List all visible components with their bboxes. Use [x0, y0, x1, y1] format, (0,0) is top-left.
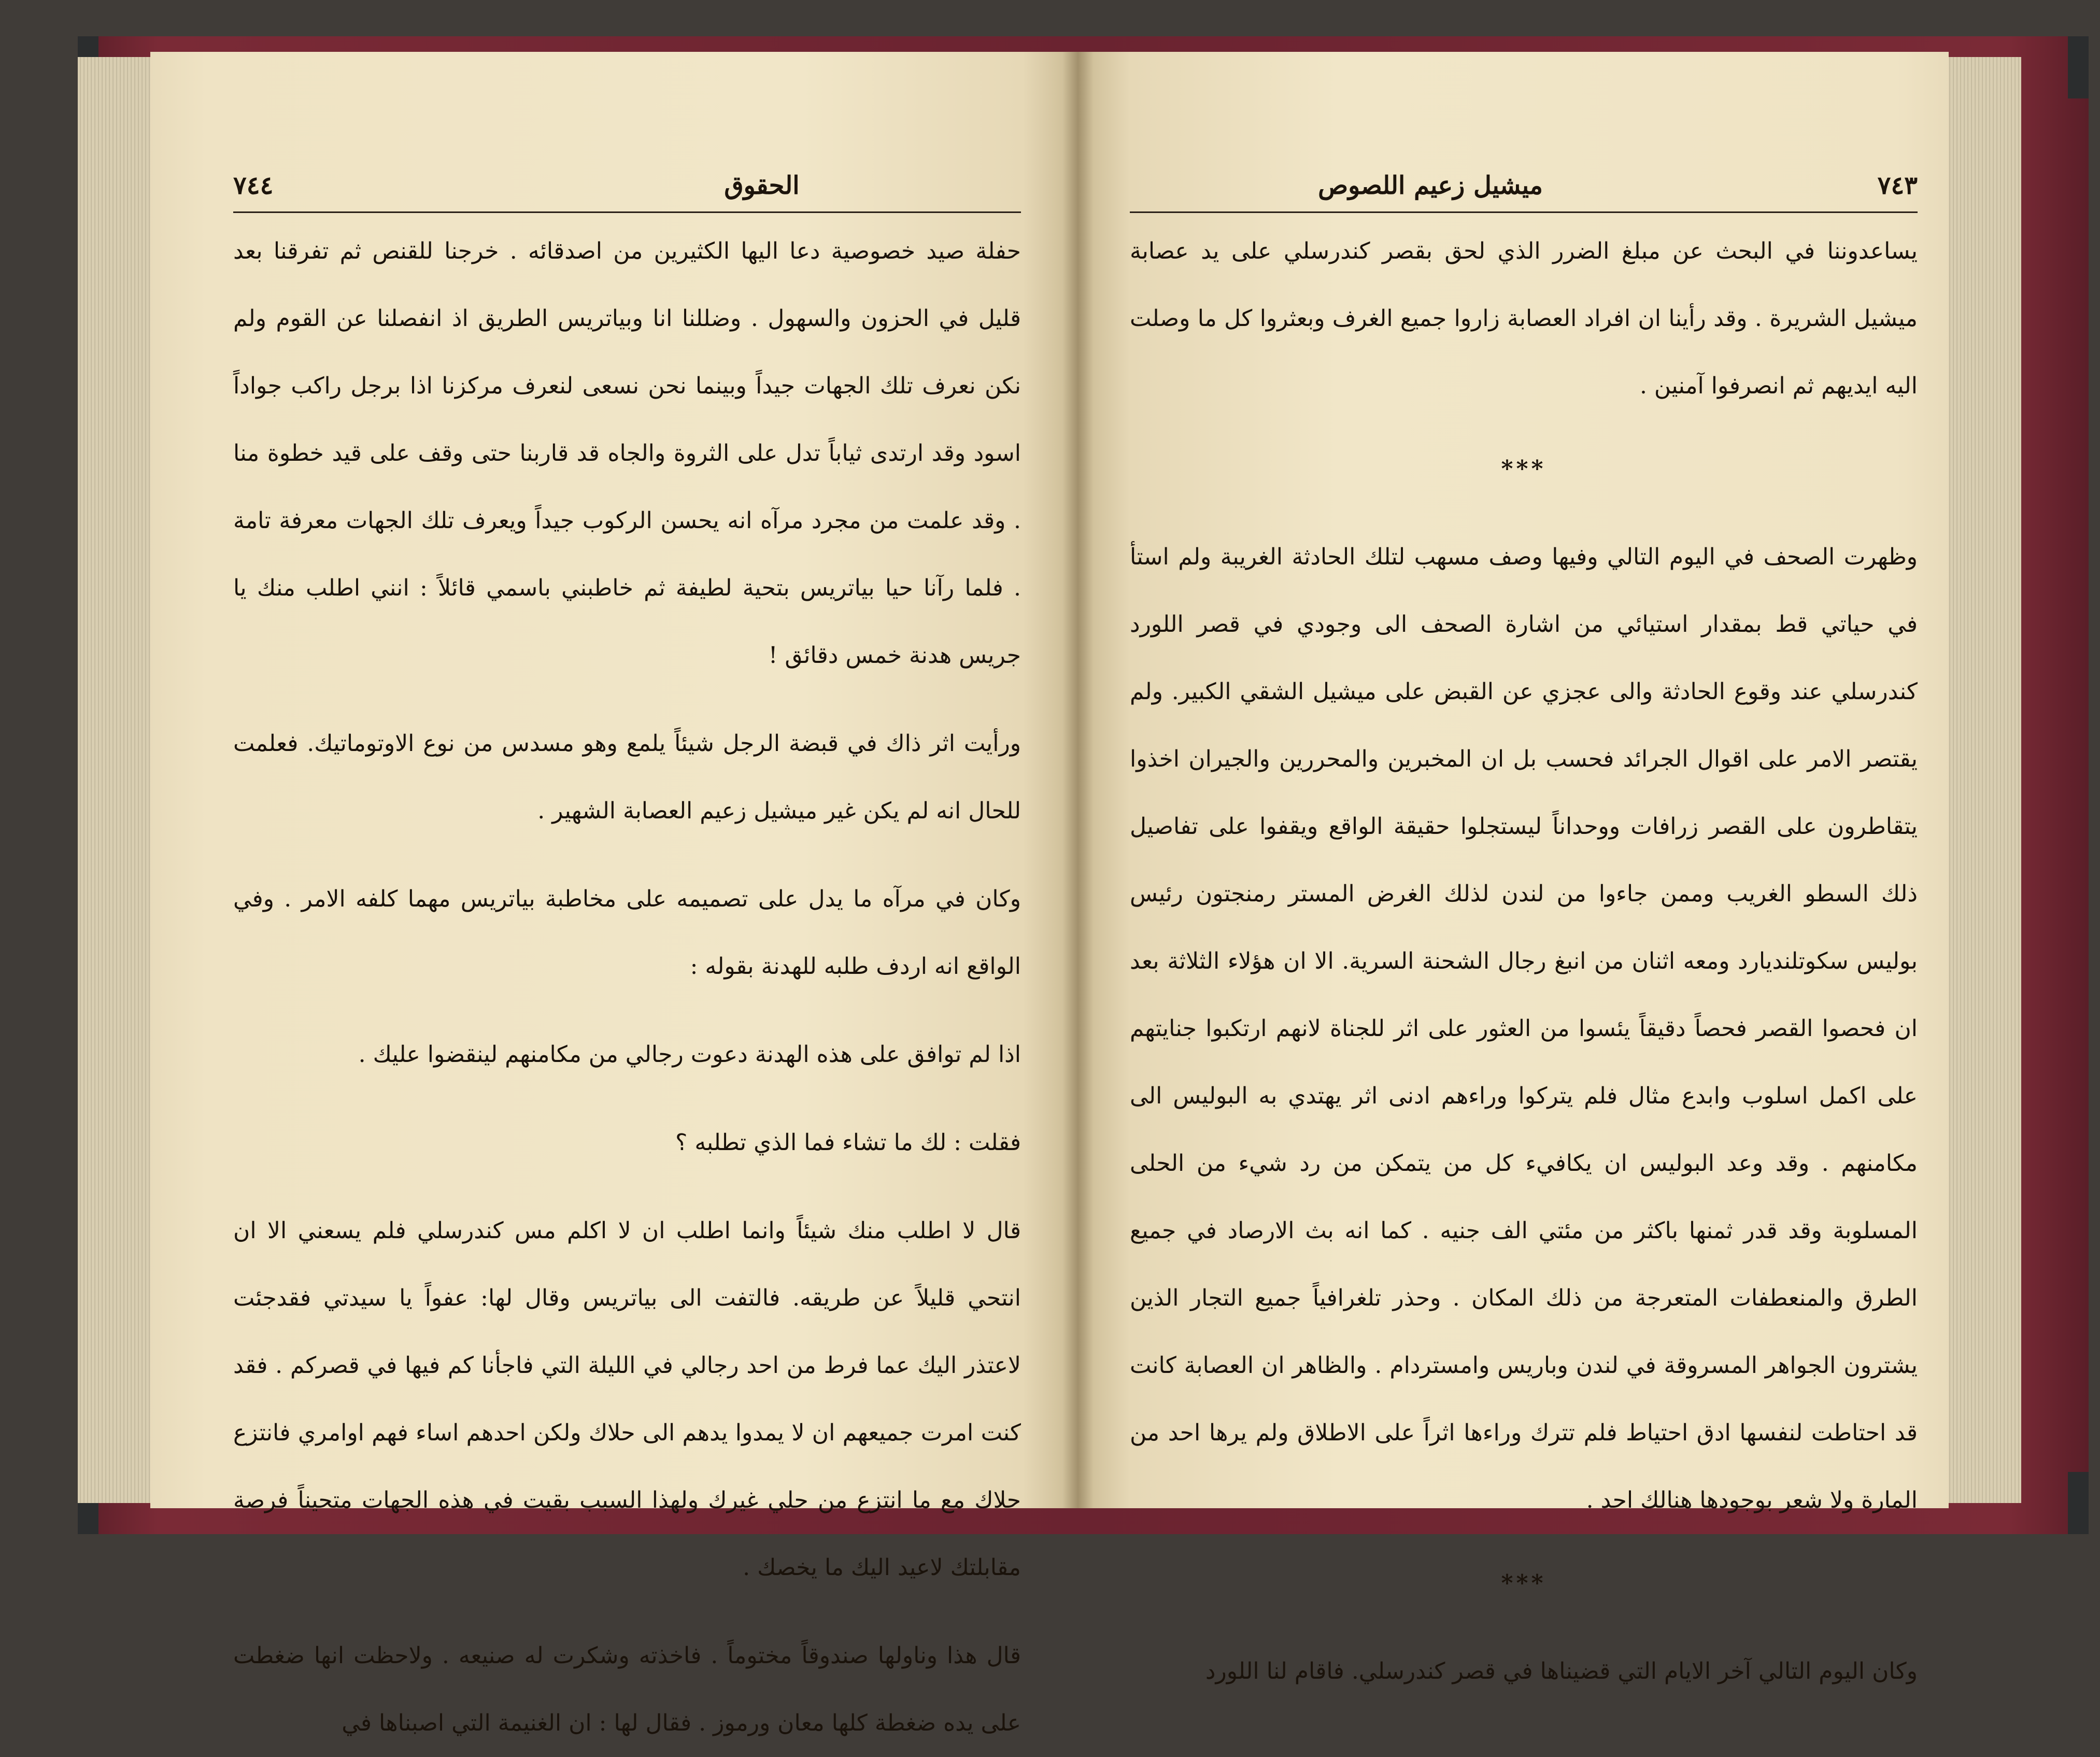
- left-page-edges: [78, 57, 155, 1503]
- paragraph: فقلت : لك ما تشاء فما الذي تطلبه ؟: [675, 1129, 1021, 1156]
- right-page-edges: [1943, 57, 2021, 1503]
- section-separator: ***: [1501, 1570, 1546, 1596]
- right-page-header: [1130, 150, 1918, 207]
- corner-clasp: [2068, 1472, 2089, 1534]
- right-page-body: [1130, 218, 1918, 1705]
- paragraph: وظهرت الصحف في اليوم التالي وفيها وصف مسهب لتلك الحادثة الغريبة ولم استأ في حياتي قط بمقدار استيائي من اشارة الصحف الى وجودي في قصر اللورد كندرسلي عند وقوع الحادثة والى عجزي عن القبض على ميشيل الشقي الكبير. ولم يقتصر الامر على اقوال الجرائد فحسب بل ان المخبرين والمحررين والجيران اخذوا يتقاطرون على القصر زرافات ووحداناً ليستجلوا حقيقة الواقع ويقفوا على تفاصيل ذلك السطو الغريب وممن جاءوا من لندن لذلك الغرض المستر رمنجتون رئيس بوليس سكوتلنديارد ومعه اثنان من انبغ رجال الشحنة السرية. الا ان هؤلاء الثلاثة بعد ان فحصوا القصر فحصاً دقيقاً يئسوا من العثور على اثر للجناة لانهم ارتكبوا جنايتهم على اكمل اسلوب وابدع مثال فلم يتركوا وراءهم ادنى اثر يهتدي به البوليس الى مكامنهم . وقد وعد البوليس ان يكافيء كل من يتمكن من رد شيء من الحلى المسلوبة وقد قدر ثمنها باكثر من مئتي الف جنيه . كما انه بث الارصاد في جميع الطرق والمنعطفات المتعرجة من ذلك المكان . وحذر تلغرافياً جميع التجار الذين يشترون الجواهر المسروقة في لندن وباريس وامستردام . والظاهر ان العصابة كانت قد احتاطت لنفسها ادق احتياط فلم تترك وراءها اثراً على الاطلاق ولم يرها احد من المارة ولا شعر بوجودها هنالك احد .: [1130, 544, 1918, 1513]
- left-page-body: [233, 218, 1021, 1757]
- book-gutter: [1062, 52, 1094, 1508]
- paragraph: اذا لم توافق على هذه الهدنة دعوت رجالي من مكامنهم لينقضوا عليك .: [358, 1041, 1021, 1068]
- header-rule: [1130, 211, 1918, 213]
- page-number: ٧٤٤: [233, 171, 274, 200]
- paragraph: قال لا اطلب منك شيئاً وانما اطلب ان لا اكلم مس كندرسلي فلم يسعني الا ان انتحي قليلاً عن طريقه. فالتفت الى بياتريس وقال لها: عفواً يا سيدتي فقدجئت لاعتذر اليك عما فرط من احد رجالي في الليلة التي فاجأنا كم فيها في قصركم . فقد كنت امرت جميعهم ان لا يمدوا يدهم الى حلاك ولكن احدهم اساء فهم اوامري فانتزع حلاك مع ما انتزع من حلي غيرك ولهذا السبب بقيت في هذه الجهات متحيناً فرصة مقابلتك لاعيد اليك ما يخصك .: [233, 1217, 1021, 1581]
- paragraph: قال هذا وناولها صندوقاً مختوماً . فاخذته وشكرت له صنيعه . ولاحظت انها ضغطت على يده ضغطة كلها معان ورموز . فقال لها : ان الغنيمة التي اصبناها في: [233, 1642, 1021, 1736]
- paragraph: وكان اليوم التالي آخر الايام التي قضيناها في قصر كندرسلي. فاقام لنا اللورد: [1205, 1658, 1918, 1684]
- corner-clasp: [2068, 36, 2089, 98]
- left-page-header: [233, 150, 1021, 207]
- paragraph: وكان في مرآه ما يدل على تصميمه على مخاطبة بياتريس مهما كلفه الامر . وفي الواقع انه اردف طلبه للهدنة بقوله :: [233, 886, 1021, 980]
- header-rule: [233, 211, 1021, 213]
- paragraph: ورأيت اثر ذاك في قبضة الرجل شيئاً يلمع وهو مسدس من نوع الاوتوماتيك. فعلمت للحال انه لم يكن غير ميشيل زعيم العصابة الشهير .: [233, 730, 1021, 824]
- paragraph: يساعدوننا في البحث عن مبلغ الضرر الذي لحق بقصر كندرسلي على يد عصابة ميشيل الشريرة . وقد رأينا ان افراد العصابة زاروا جميع الغرف وبعثروا كل ما وصلت اليه ايديهم ثم انصرفوا آمنين .: [1130, 238, 1918, 399]
- page-number: ٧٤٣: [1877, 171, 1918, 200]
- paragraph: حفلة صيد خصوصية دعا اليها الكثيرين من اصدقائه . خرجنا للقنص ثم تفرقنا بعد قليل في الحزون والسهول . وضللنا انا وبياتريس الطريق اذ انفصلنا عن القوم ولم نكن نعرف تلك الجهات جيداً وبينما نحن نسعى لنعرف مركزنا اذا برجل راكب جواداً اسود وقد ارتدى ثياباً تدل على الثروة والجاه قد قاربنا حتى وقف على قيد خطوة منا . وقد علمت من مجرد مرآه انه يحسن الركوب جيداً ويعرف تلك الجهات معرفة تامة . فلما رآنا حيا بياتريس بتحية لطيفة ثم خاطبني باسمي قائلاً : انني اطلب منك يا جريس هدنة خمس دقائق !: [233, 238, 1021, 669]
- right-page: [1078, 52, 1949, 1684]
- running-title: الحقوق: [724, 171, 800, 200]
- running-title: ميشيل زعيم اللصوص: [1318, 171, 1543, 200]
- section-separator: ***: [1501, 456, 1546, 482]
- left-page: [150, 52, 1078, 1736]
